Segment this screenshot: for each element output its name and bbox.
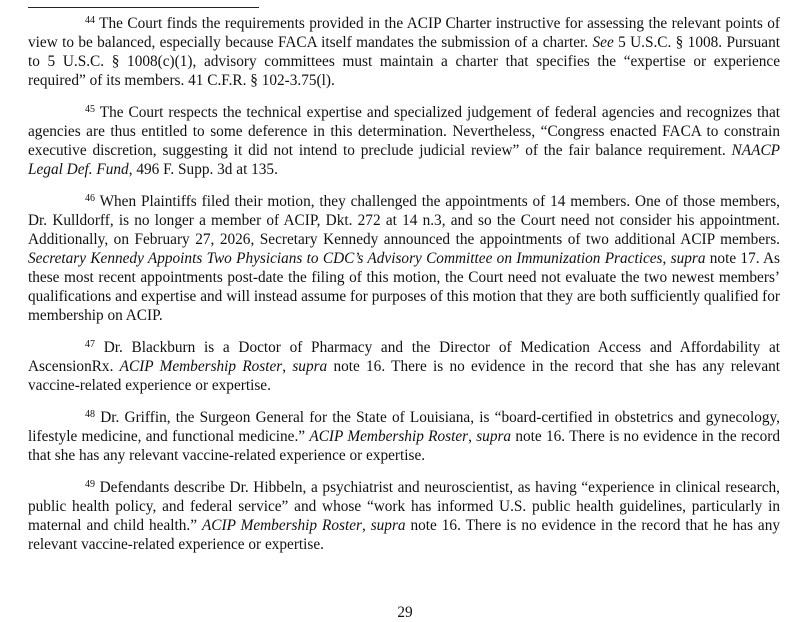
footnote-44 bbox=[28, 14, 780, 90]
italic-citation: supra bbox=[670, 250, 706, 267]
footnote-number: 48 bbox=[85, 409, 95, 420]
italic-citation: See bbox=[592, 34, 614, 51]
footnote-number: 49 bbox=[85, 479, 95, 490]
footnote-text: note 16. There is no evidence in the record that she has any relevant vaccine-related experience or expertise. bbox=[28, 428, 781, 464]
italic-citation: supra bbox=[292, 358, 328, 375]
footnote-text: , bbox=[361, 517, 371, 534]
footnotes bbox=[28, 14, 780, 567]
footnote-text: , bbox=[282, 358, 293, 375]
footnote-text: , bbox=[468, 428, 477, 445]
footnote-text: Dr. Griffin, the Surgeon General for the State of Louisiana, is “board-certified in obstetrics and gynecology, lifestyle medicine, and functional medicine.” bbox=[28, 409, 780, 445]
footnote-number: 45 bbox=[85, 104, 95, 115]
italic-citation: supra bbox=[476, 428, 512, 445]
footnote-text: Defendants describe Dr. Hibbeln, a psychiatrist and neuroscientist, as having “experience in clinical research, public health policy, and federal service” and whose “work has informed U.S. public health guidelines, particularly in maternal and child health.” bbox=[28, 479, 780, 534]
footnote-47 bbox=[28, 338, 780, 395]
footnote-49 bbox=[28, 478, 780, 554]
italic-citation: Secretary Kennedy Appoints Two Physicians to CDC’s Advisory Committee on Immunization Practices bbox=[28, 250, 663, 267]
footnote-46 bbox=[28, 192, 780, 325]
footnote-text: The Court finds the requirements provided in the ACIP Charter instructive for assessing the relevant points of view to be balanced, especially because FACA itself mandates the submission of a charter. bbox=[28, 15, 780, 51]
footnote-text: note 16. There is no evidence in the record that he has any relevant vaccine-related experience or expertise. bbox=[28, 517, 780, 553]
footnote-text: Dr. Blackburn is a Doctor of Pharmacy and the Director of Medication Access and Affordability at AscensionRx. bbox=[28, 339, 780, 375]
footnote-separator-rule bbox=[28, 7, 259, 8]
footnote-45 bbox=[28, 103, 780, 179]
italic-citation: supra bbox=[370, 517, 406, 534]
footnote-number: 46 bbox=[85, 193, 95, 204]
footnote-text: When Plaintiffs filed their motion, they challenged the appointments of 14 members. One of those members, Dr. Kulldorff, is no longer a member of ACIP, Dkt. 272 at 14 n.3, and so the Court need not consider his appointment. Additionally, on February 27, 2026, Secretary Kennedy announced the appointments of two additional ACIP members. bbox=[28, 193, 780, 248]
footnote-text: note 17. As these most recent appointments post-date the filing of this motion, the Court need not evaluate the two newest members’ qualifications and expertise and will instead assume for purposes of this motion that they are both sufficiently qualified for membership on ACIP. bbox=[28, 250, 781, 324]
italic-citation: ACIP Membership Roster bbox=[119, 358, 283, 375]
footnote-text: note 16. There is no evidence in the record that she has any relevant vaccine-related experience or expertise. bbox=[28, 358, 781, 394]
italic-citation: ACIP Membership Roster bbox=[201, 517, 362, 534]
footnote-text: , 496 F. Supp. 3d at 135. bbox=[128, 161, 278, 178]
page-number: 29 bbox=[397, 604, 413, 621]
footnote-text: , bbox=[662, 250, 671, 267]
footnote-text: The Court respects the technical expertise and specialized judgement of federal agencies and recognizes that agencies are thus entitled to some deference in this determination. Nevertheless, “Congress enacted FACA to constrain executive discretion, suggesting it did not intend to preclude judicial review” of the fair balance requirement. bbox=[28, 104, 780, 159]
footnote-48 bbox=[28, 408, 780, 465]
footnote-number: 47 bbox=[85, 339, 95, 350]
italic-citation: ACIP Membership Roster bbox=[309, 428, 469, 445]
italic-citation: NAACP Legal Def. Fund bbox=[28, 142, 780, 178]
footnote-number: 44 bbox=[85, 15, 95, 26]
footnote-text: 5 U.S.C. § 1008. Pursuant to 5 U.S.C. § 1008(c)(1), advisory committees must maintain a charter that specifies the “expertise or experience required” of its members. 41 C.F.R. § 102-3.75(l). bbox=[28, 34, 780, 89]
